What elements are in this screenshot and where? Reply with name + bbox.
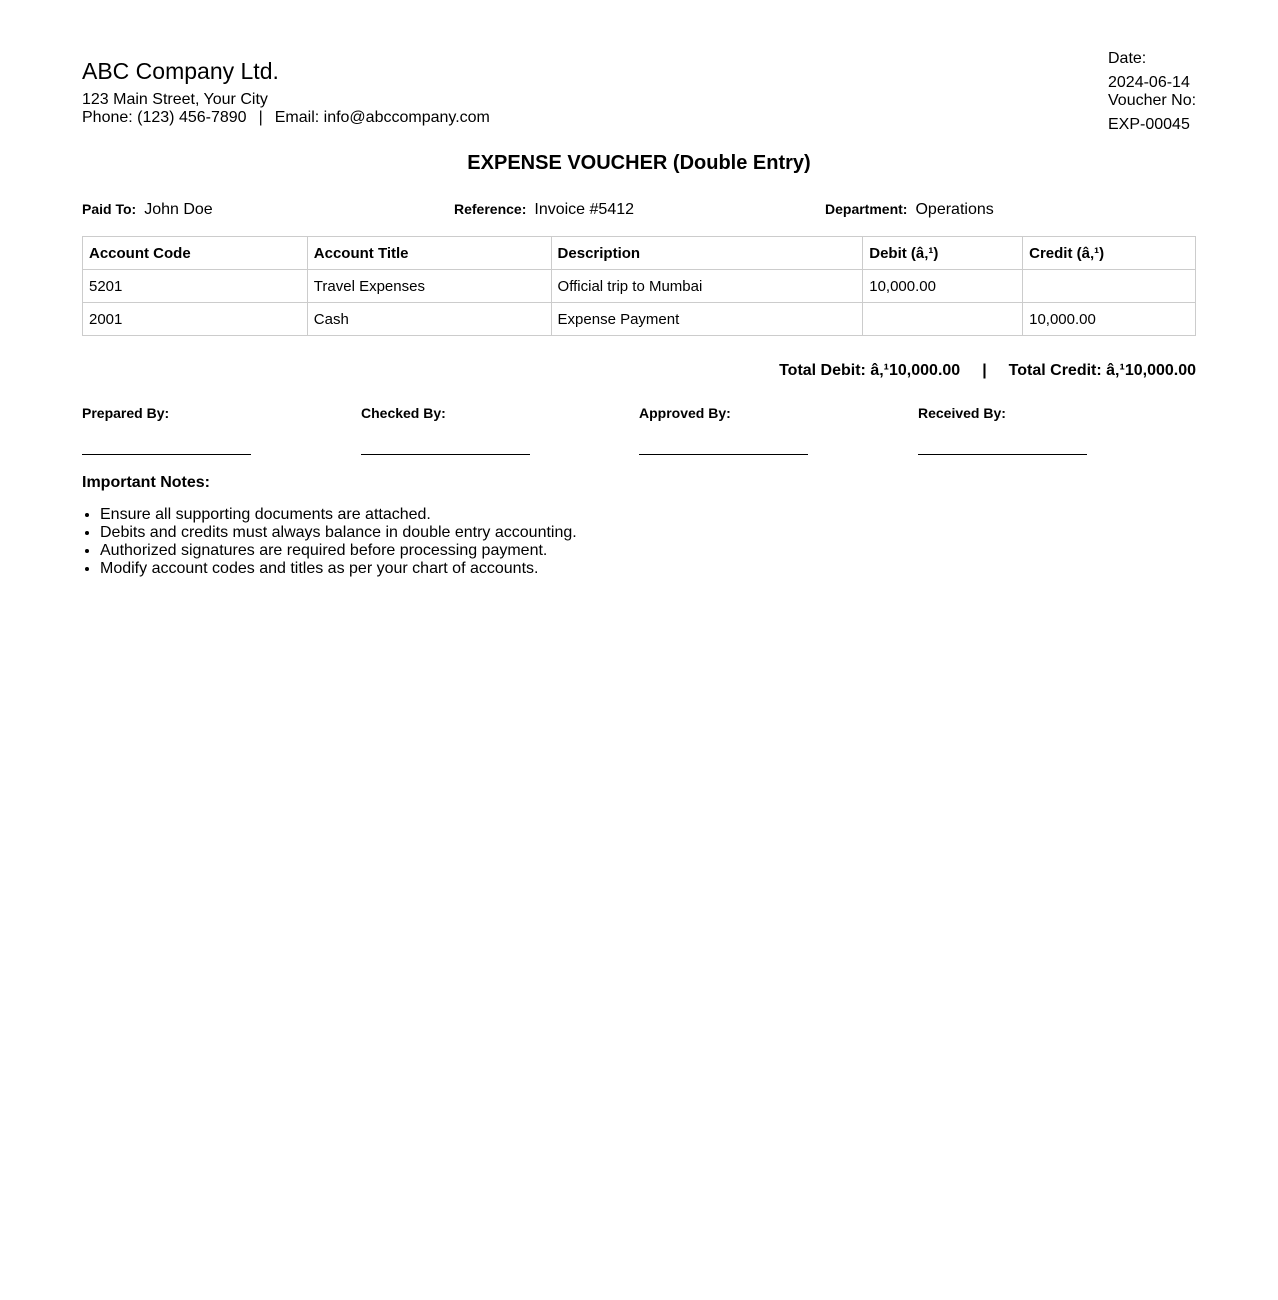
signature-checked [361,405,531,421]
cell-credit: 10,000.00 [1023,303,1196,336]
paid-to-field [82,199,213,220]
company-email: Email: info@abccompany.com [274,109,490,126]
date-label: Date: [1108,50,1147,67]
table-row [83,303,1196,336]
company-name: ABC Company Ltd. [82,58,279,84]
company-contact [82,109,490,127]
list-item: • Ensure all supporting documents are attached. [100,506,577,524]
page-title: EXPENSE VOUCHER (Double Entry) [467,152,811,174]
contact-separator: | [258,109,263,126]
notes-list [82,506,577,578]
header-debit: Debit (â‚¹) [863,237,1023,270]
cell-account-code: 5201 [83,270,308,303]
header-description: Description [551,237,863,270]
cell-account-title: Cash [307,303,551,336]
list-item: • Debits and credits must always balance in double entry accounting. [100,524,577,542]
department-field [825,199,994,220]
cell-credit [1023,270,1196,303]
total-credit: Total Credit: â‚¹10,000.00 [1008,362,1196,379]
reference-value: Invoice #5412 [534,201,635,218]
paid-to-value: John Doe [144,201,213,218]
voucher-number-value: EXP-00045 [1108,116,1190,133]
cell-debit: 10,000.00 [863,270,1023,303]
totals-separator: | [982,362,987,379]
signature-prepared [82,405,252,421]
voucher-number-label: Voucher No: [1108,92,1197,109]
header-account-title: Account Title [307,237,551,270]
header-credit: Credit (â‚¹) [1023,237,1196,270]
signature-approved [639,405,809,421]
cell-account-code: 2001 [83,303,308,336]
list-item: • Modify account codes and titles as per your chart of accounts. [100,560,577,578]
company-phone: Phone: (123) 456-7890 [82,109,247,126]
signature-line [82,454,251,455]
table-row [83,270,1196,303]
entries-table [82,236,1196,336]
cell-account-title: Travel Expenses [307,270,551,303]
cell-description: Official trip to Mumbai [551,270,863,303]
signatures-section [82,405,1196,457]
header-account-code: Account Code [83,237,308,270]
totals-row [779,361,1196,381]
department-label: Department: [825,201,908,217]
checked-by-label: Checked By: [361,405,446,421]
department-value: Operations [915,201,994,218]
reference-field [454,199,634,220]
signature-line [361,454,530,455]
list-item: • Authorized signatures are required before processing payment. [100,542,577,560]
signature-line [639,454,808,455]
date-value: 2024-06-14 [1108,74,1190,91]
received-by-label: Received By: [918,405,1006,421]
approved-by-label: Approved By: [639,405,731,421]
signature-line [918,454,1087,455]
cell-debit [863,303,1023,336]
signature-received [918,405,1088,421]
paid-to-label: Paid To: [82,201,137,217]
company-address: 123 Main Street, Your City [82,91,268,108]
cell-description: Expense Payment [551,303,863,336]
voucher-info-row [82,199,1196,219]
notes-title: Important Notes: [82,474,210,491]
reference-label: Reference: [454,201,527,217]
voucher-meta [1108,50,1196,134]
total-debit: Total Debit: â‚¹10,000.00 [779,362,961,379]
prepared-by-label: Prepared By: [82,405,170,421]
table-header-row [83,237,1196,270]
